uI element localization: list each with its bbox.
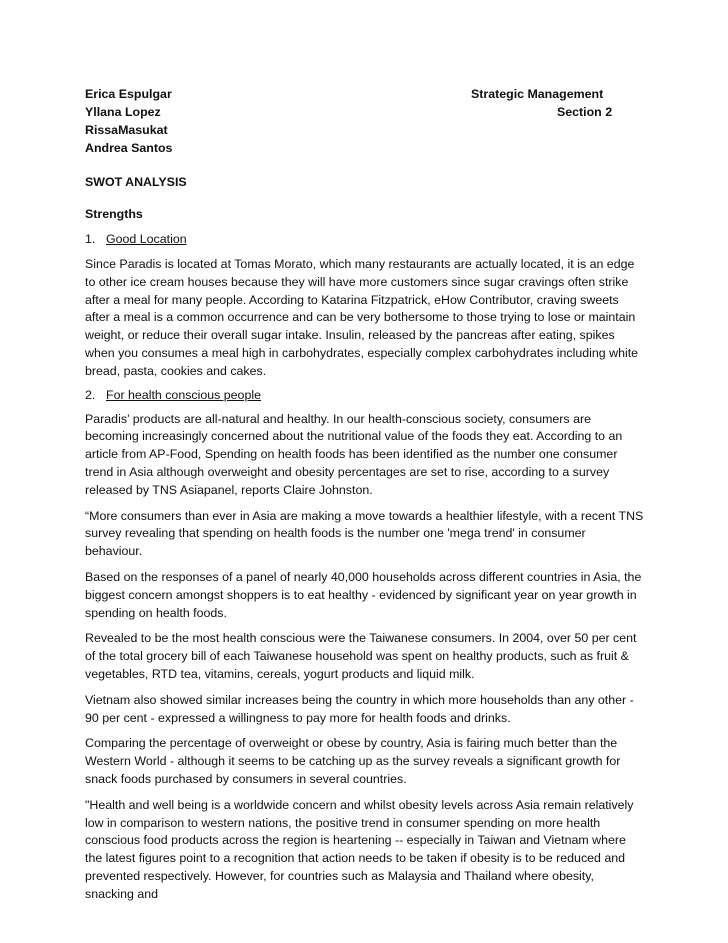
item-1-title: Good Location [106,232,187,246]
author-name-4: Andrea Santos [85,141,173,155]
paragraph-wellbeing-quote: "Health and well being is a worldwide concern and whilst obesity levels across Asia remain relatively low in comparison to western nations, the positive trend in consumer spending on more health conscious food products across the region is heartening -- especially in Taiwan and Vietnam where the latest figures point to a recognition that action needs to be taken if obesity is to be reduced and prevented respectively. However, for countries such as Malaysia and Thailand where obesity, snacking and [85,797,634,901]
author-name-1: Erica Espulgar [85,87,172,101]
paragraph-quote-trend: “More consumers than ever in Asia are making a move towards a healthier lifestyle, with a recent TNS survey revealing that spending on health foods is the number one 'mega trend' in consumer behaviour. [85,508,644,559]
paragraph-location: Since Paradis is located at Tomas Morato, which many restaurants are actually located, it is an edge to other ice cream houses because they will have more customers since sugar cravings often strike after a meal for many people. According to Katarina Fitzpatrick, eHow Contributor, craving sweets after a meal is a common occurrence and can be very bothersome to those trying to lose or maintain weight, or reduce their overall sugar intake. Insulin, released by the pancreas after eating, spikes when you consumes a meal high in carbohydrates, especially complex carbohydrates including white bread, pasta, cookies and cakes. [85,257,639,378]
paragraph-comparison: Comparing the percentage of overweight or obese by country, Asia is fairing much better than the Western World - although it seems to be catching up as the survey reveals a significant growth for snack foods purchased by consumers in several countries. [85,736,621,786]
header-row-2 [85,103,645,121]
paragraph-households: Based on the responses of a panel of nearly 40,000 households across different countries in Asia, the biggest concern amongst shoppers is to eat healthy - evidenced by significant year on year growth in spending on health foods. [85,569,642,620]
item-1-number: 1. [85,232,96,246]
strengths-heading: Strengths [85,207,143,221]
document-title: SWOT ANALYSIS [85,175,187,189]
item-1-heading [85,230,645,248]
header-row-1 [85,85,645,103]
section-label: Section 2 [557,105,613,119]
document-page [85,85,645,904]
paragraph-health: Paradis’ products are all-natural and healthy. In our health-conscious society, consumers are becoming increasingly concerned about the nutritional value of the foods they eat. According to an article from AP-Food, Spending on health foods has been identified as the number one consumer trend in Asia although overweight and obesity percentages are set to rise, according to a survey released by TNS Asiapanel, reports Claire Johnston. [85,411,623,497]
author-name-2: Yllana Lopez [85,105,161,119]
item-2-title: For health conscious people [106,387,261,402]
paragraph-vietnam: Vietnam also showed similar increases being the country in which more households than any other - 90 per cent - expressed a willingness to pay more for health foods and drinks. [85,692,634,725]
course-title: Strategic Management [471,87,604,101]
item-2-number: 2. [85,387,96,402]
author-name-3: RissaMasukat [85,123,168,137]
header-row-3 [85,121,645,139]
paragraph-taiwan: Revealed to be the most health conscious were the Taiwanese consumers. In 2004, over 50 per cent of the total grocery bill of each Taiwanese household was spent on healthy products, such as fruit & vegetables, RTD tea, vitamins, cereals, yogurt products and liquid milk. [85,631,637,681]
item-2-heading [85,386,645,404]
header-row-4 [85,139,645,157]
